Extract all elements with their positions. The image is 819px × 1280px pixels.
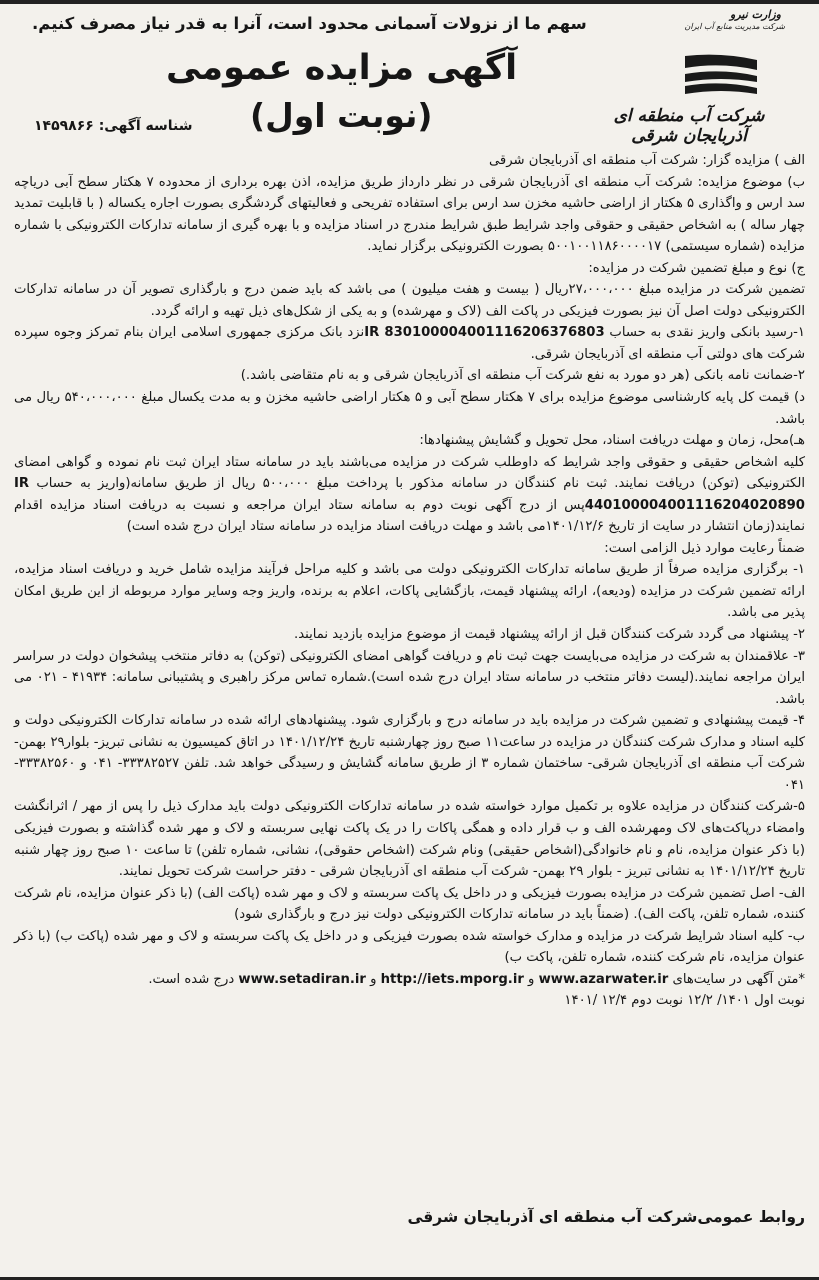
- water-wave-icon: [681, 50, 761, 102]
- company-logo: [589, 6, 789, 146]
- guarantee-option-2: ۲-ضمانت نامه بانکی (هر دو مورد به نفع شرکت آب منطقه ای آذربایجان شرقی و به نام متقاضی باشد.): [240, 368, 805, 384]
- envelope-be: ب- کلیه اسناد شرایط شرکت در مزایده و مدارک خواسته شده بصورت فیزیکی و در داخل یک پاکت سربسته و لاک و مهر شده (پاکت ب) (با ذکر عنوان مزایده، نام شرکت کننده، شماره تلفن، پاکت ب): [14, 928, 805, 966]
- website-link-azarwater[interactable]: www.azarwater.ir: [538, 971, 669, 987]
- envelope-alef: الف- اصل تضمین شرکت در مزایده بصورت فیزیکی و در داخل یک پاکت سربسته و لاک و مهر شده (پاکت الف) (با ذکر عنوان مزایده، نام شرکت کننده، شماره تلفن، پاکت الف). (ضمناً باید در سامانه تدارکات الکترونیکی دولت نیز درج و بارگذاری شود): [14, 885, 805, 923]
- websites-line: [14, 969, 805, 991]
- note-1: ۱- برگزاری مزایده صرفاً از طریق سامانه تدارکات الکترونیکی دولت می باشد و کلیه مراحل فرآیند مزایده شامل خرید و دریافت اسناد مزایده، ارائه تضمین شرکت در مزایده (ودیعه)، ارائه پیشنهاد قیمت، بازگشایی پاکات، اعلام به برنده، واریز وجه وسایر موارد مربوطه از این طریق امکان پذیر می باشد.: [14, 562, 805, 621]
- documents-text-after: پس از درج آگهی نوبت دوم به سامانه ستاد ایران مراجعه و نسبت به دریافت اسناد مزایده اقدام نمایند(زمان انتشار در سایت از تاریخ ۱۴۰۱/۱۲/۶می باشد و مهلت دریافت اسناد مزایده در سامانه ستاد ایران درج شده است): [14, 497, 805, 535]
- water-slogan: سهم ما از نزولات آسمانی محدود است، آنرا به قدر نیاز مصرف کنیم.: [32, 14, 587, 33]
- notice-round: (نوبت اول): [250, 96, 433, 135]
- guarantee-text: تضمین شرکت در مزایده مبلغ ۲۷،۰۰۰،۰۰۰ریال ( بیست و هفت میلیون ) می باشد که باید ضمن درج و بارگذاری تصویر آن در سامانه تدارکات الکترونیکی دولت اصل آن نیز بصورت فیزیکی در پاکت الف (لاک و مهرشده) و به یکی از شکل‌های ذیل تهیه و ارائه گردد.: [14, 282, 806, 319]
- notice-body: [14, 150, 805, 1012]
- registration-account-number: IR 440100004001116204020890: [14, 476, 805, 513]
- websites-before: *متن آگهی در سایت‌های: [668, 971, 805, 987]
- notice-header: [14, 0, 805, 150]
- documents-text-before: کلیه اشخاص حقیقی و حقوقی واجد شرایط که داوطلب شرکت در مزایده می‌باشند باید در سامانه ستاد ایران ثبت نام نموده و گواهی امضای الکترونیکی (توکن) دریافت نمایند. ثبت نام کنندگان در سامانه مذکور با پرداخت مبلغ ۵۰۰،۰۰۰ ریال از طریق سامانه(واریز به حساب: [14, 454, 805, 492]
- guarantee-title: ج) نوع و مبلغ تضمین شرکت در مزایده:: [588, 260, 805, 276]
- documents-title: هـ)محل، زمان و مهلت دریافت اسناد، محل تحویل و گشایش پیشنهادها:: [419, 433, 805, 449]
- logo-company-name: شرکت آب منطقه ای آذربایجان شرقی: [613, 106, 765, 146]
- auction-subject: ب) موضوع مزایده: شرکت آب منطقه ای آذربایجان شرقی در نظر دارداز طریق مزایده، اذن بهره برداری از محدوده ۷ هکتار سطح آبی دریاچه سد ارس و واگذاری ۵ هکتار از اراضی حاشیه مخزن سد ارس برای استفاده تفریحی و فعالیتهای گردشگری بصورت اجاره یکساله ( با قابلیت تمدید چهار ساله ) به اشخاص حقیقی و حقوقی واجد شرایط طبق شرایط مندرج در اسناد مزایده و با بهره گیری از سامانه تدارکات الکترونیکی با شماره مزایده (شماره سیستمی) ۵۰۰۱۰۰۱۱۸۶۰۰۰۰۱۷ بصورت الکترونیکی برگزار نماید.: [14, 174, 806, 255]
- guarantee-option-1-before: ۱-رسید بانکی واریز نقدی به حساب: [604, 325, 805, 341]
- public-relations-signature: روابط عمومی‌شرکت آب منطقه ای آذربایجان شرقی: [407, 1208, 805, 1226]
- notes-title: ضمناً رعایت موارد ذیل الزامی است:: [604, 540, 805, 556]
- guarantee-option-1: [14, 322, 805, 365]
- notice-id: شناسه آگهی: ۱۴۵۹۸۶۶: [34, 118, 193, 134]
- logo-ministry-text: وزارت نیرو: [730, 8, 781, 21]
- note-2: ۲- پیشنهاد می گردد شرکت کنندگان قبل از ارائه پیشنهاد قیمت از موضوع مزایده بازدید نمایند.: [294, 627, 805, 643]
- websites-and-2: و: [365, 971, 381, 987]
- note-3: ۳- علاقمندان به شرکت در مزایده می‌بایست جهت ثبت نام و دریافت گواهی امضای الکترونیکی (توکن) به دفاتر منتخب پیشخوان دولت در سراسر ایران مراجعه نمایند.(لیست دفاتر منتخب در سامانه ستاد ایران درج شده است).شماره تماس مرکز راهبری و پشتیبانی سامانه: ۴۱۹۳۴ - ۰۲۱ می باشد.: [14, 648, 805, 707]
- notice-title: آگهی مزایده عمومی: [166, 48, 518, 88]
- website-link-iets[interactable]: http://iets.mporg.ir: [380, 971, 524, 987]
- websites-and-1: و: [523, 971, 539, 987]
- deposit-account-number: IR 830100004001116206376803: [364, 325, 605, 341]
- guarantee-option-1-after: نزد بانک مرکزی جمهوری اسلامی ایران بنام تمرکز وجوه سپرده شرکت های دولتی آب منطقه ای آذربایجان شرقی.: [14, 325, 805, 362]
- publication-dates: نوبت اول ۱۴۰۱/ ۱۲/۲ نوبت دوم ۱۲/۴ /۱۴۰۱: [564, 993, 805, 1009]
- base-price: د) قیمت کل پایه کارشناسی موضوع مزایده برای ۷ هکتار سطح آبی و ۵ هکتار اراضی حاشیه مخزن و به مدت یکسال مبلغ ۵۴۰،۰۰۰،۰۰۰ ریال می باشد.: [14, 390, 805, 427]
- website-link-setadiran[interactable]: www.setadiran.ir: [238, 971, 366, 987]
- note-5: ۵-شرکت کنندگان در مزایده علاوه بر تکمیل موارد خواسته شده در سامانه تدارکات الکترونیکی دولت باید مدارک ذیل را پس از مهر / اثرانگشت وامضاء درپاکت‌های لاک ومهرشده الف و ب قرار داده و همگی پاکات را در یک پاکت نهایی سربسته و لاک و مهر شده گذاشته و بصورت فیزیکی (با ذکر عنوان مزایده، نام و نام خانوادگی(اشخاص حقیقی) ونام شرکت (اشخاص حقوقی)، نشانی، شماره تلفن) تا ساعت ۱۰ صبح روز چهار شنبه تاریخ ۱۴۰۱/۱۲/۲۴ به نشانی تبریز - بلوار ۲۹ بهمن- شرکت آب منطقه ای آذربایجان شرقی - دفتر حراست شرکت تحویل نمایند.: [14, 799, 805, 880]
- note-4: ۴- قیمت پیشنهادی و تضمین شرکت در مزایده باید در سامانه درج و بارگزاری شود. پیشنهادهای ارائه شده در سامانه تدارکات الکترونیکی دولت و کلیه اسناد و مدارک شرکت کنندگان در مزایده در ساعت۱۱ صبح روز چهارشنبه تاریخ ۱۴۰۱/۱۲/۲۴ در اتاق کمیسیون به نشانی تبریز- بلوار۲۹ بهمن- شرکت آب منطقه ای آذربایجان شرقی- ساختمان شماره ۳ از طریق سامانه گشایش و رسیدگی خواهد شد. تلفن ۳۳۳۸۲۵۲۷- ۰۴۱ و ۳۳۳۸۲۵۶۰- ۰۴۱: [14, 713, 805, 793]
- logo-ministry-subtext: شرکت مدیریت منابع آب ایران: [684, 22, 785, 31]
- documents-text: [14, 452, 805, 538]
- websites-after: درج شده است.: [148, 971, 239, 987]
- auctioneer-line: الف ) مزایده گزار: شرکت آب منطقه ای آذربایجان شرقی: [488, 153, 805, 168]
